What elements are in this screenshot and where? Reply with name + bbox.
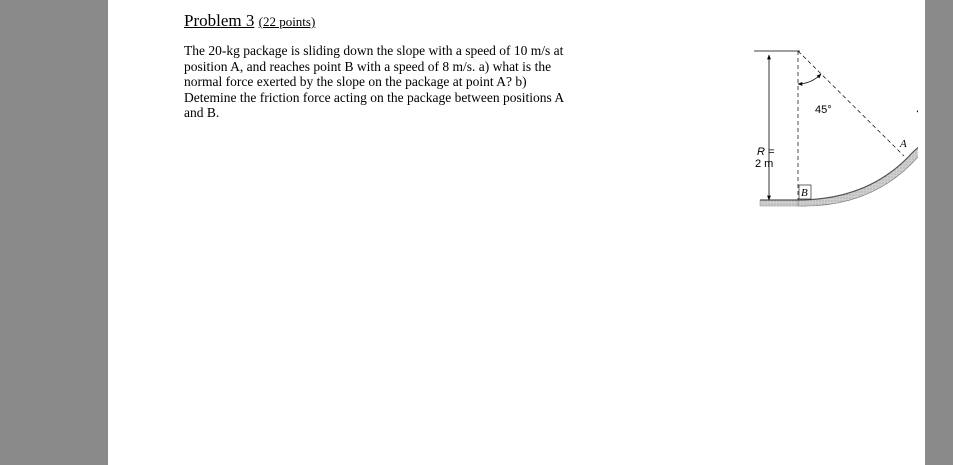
statement-line: Detemine the friction force acting on the package between positions A [184, 89, 565, 105]
angle-arc-45 [798, 74, 821, 84]
angle-label-45: 45° [815, 104, 832, 116]
point-a-label: A [900, 138, 907, 150]
statement-line: The 20-kg package is sliding down the slope with a speed of 10 m/s at [184, 43, 564, 58]
statement-line: and B. [184, 105, 220, 121]
document-page [108, 0, 925, 465]
radius-label-top: R = [757, 146, 775, 158]
point-b-label: B [801, 187, 808, 199]
problem-points: (22 points) [258, 14, 316, 29]
problem-title [184, 11, 315, 31]
slope-diagram [648, 44, 918, 219]
problem-statement [184, 43, 564, 121]
slope-surface [760, 96, 918, 200]
package-block [917, 95, 918, 129]
radius-to-a-dashed [798, 51, 904, 156]
statement-line: normal force exerted by the slope on the package at point A? b) [184, 74, 527, 90]
radius-label-bottom: 2 m [755, 158, 774, 170]
problem-title-text: Problem 3 [184, 11, 255, 30]
statement-line: position A, and reaches point B with a speed of 8 m/s. a) what is the [184, 58, 552, 74]
